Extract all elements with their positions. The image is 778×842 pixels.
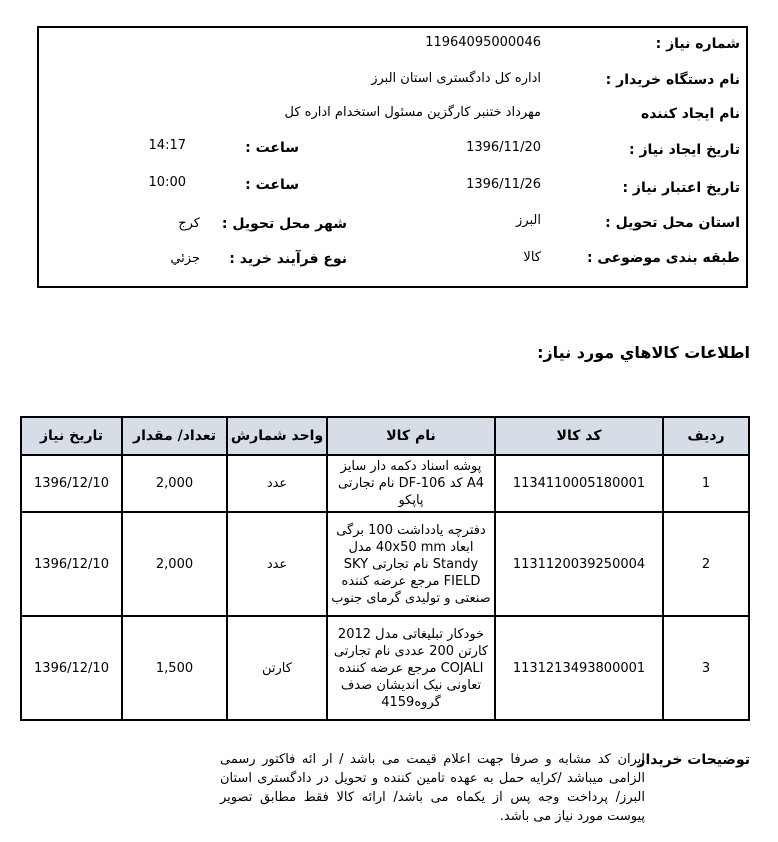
valid-time-value: 10:00: [148, 175, 186, 190]
buyer-notes-text: ایران کد مشابه و صرفا جهت اعلام قیمت می باشد / ار ائه فاکتور رسمی الزامی میباشد /کرایه حمل به عهده تامین کننده و تحویل در دادگستری استان البرز/ پرداخت وجه پس از یکماه می باشد/ ارائه کالا فقط مطابق تصویر پیوست مورد نیاز می باشد.: [220, 752, 645, 824]
category-value: کالا: [523, 250, 541, 265]
item-code: 1131213493800001: [495, 616, 663, 720]
item-unit: کارتن: [227, 616, 327, 720]
header-need-date: تاریخ نیاز: [21, 417, 122, 455]
table-header-row: [21, 417, 749, 455]
header-item-name: نام کالا: [327, 417, 495, 455]
need-number-label: شماره نیاز :: [655, 36, 740, 52]
item-name: خودکار تبلیغاتی مدل 2012 کارتن 200 عددی نام تجارتی COJALI مرجع عرضه کننده تعاونی نیک اندیشان صدف گروه4159: [327, 616, 495, 720]
buyer-notes-label: توضیحات خریدار: [637, 752, 750, 768]
header-row-number: رديف: [663, 417, 749, 455]
item-need-date: 1396/12/10: [21, 512, 122, 616]
purchase-type-label: نوع فرآیند خرید :: [229, 251, 347, 267]
item-unit: عدد: [227, 455, 327, 512]
item-need-date: 1396/12/10: [21, 616, 122, 720]
valid-date-value: 1396/11/26: [466, 177, 541, 192]
purchase-type-value: جزئي: [170, 251, 200, 266]
created-date-label: تاریخ ایجاد نیاز :: [628, 142, 740, 158]
need-number-value: 11964095000046: [425, 35, 541, 50]
header-unit: واحد شمارش: [227, 417, 327, 455]
item-name: پوشه اسناد دکمه دار سایز A4 کد DF-106 نام تجارتی پاپکو: [327, 455, 495, 512]
item-code: 1134110005180001: [495, 455, 663, 512]
header-quantity: تعداد/ مقدار: [122, 417, 227, 455]
table-row: [21, 455, 749, 512]
creator-value: مهرداد ختنبر کارگزین مسئول استخدام اداره کل: [284, 105, 541, 120]
row-number: 3: [663, 616, 749, 720]
item-code: 1131120039250004: [495, 512, 663, 616]
item-quantity: 1,500: [122, 616, 227, 720]
delivery-city-label: شهر محل تحویل :: [221, 216, 347, 232]
valid-date-label: تاریخ اعتبار نیاز :: [622, 180, 740, 196]
items-section-title: اطلاعات کالاهاي مورد نیاز:: [537, 343, 750, 362]
header-item-code: کد کالا: [495, 417, 663, 455]
item-need-date: 1396/12/10: [21, 455, 122, 512]
buyer-org-label: نام دستگاه خریدار :: [605, 72, 740, 88]
delivery-province-label: استان محل تحویل :: [605, 215, 740, 231]
created-time-label: ساعت :: [245, 140, 299, 156]
item-quantity: 2,000: [122, 455, 227, 512]
delivery-province-value: البرز: [516, 213, 541, 228]
valid-time-label: ساعت :: [245, 177, 299, 193]
buyer-org-value: اداره کل دادگستری استان البرز: [371, 71, 541, 86]
item-name: دفترچه یادداشت 100 برگی ابعاد 40x50 mm مدل Standy نام تجارتی SKY FIELD مرجع عرضه کننده صنعتی و تولیدی گرمای جنوب: [327, 512, 495, 616]
items-table: [20, 416, 750, 721]
category-label: طبقه بندی موضوعی :: [586, 250, 740, 266]
table-row: [21, 616, 749, 720]
row-number: 2: [663, 512, 749, 616]
delivery-city-value: کرج: [178, 216, 200, 231]
row-number: 1: [663, 455, 749, 512]
table-row: [21, 512, 749, 616]
created-date-value: 1396/11/20: [466, 140, 541, 155]
creator-label: نام ایجاد کننده: [640, 106, 740, 122]
created-time-value: 14:17: [148, 138, 186, 153]
item-quantity: 2,000: [122, 512, 227, 616]
item-unit: عدد: [227, 512, 327, 616]
